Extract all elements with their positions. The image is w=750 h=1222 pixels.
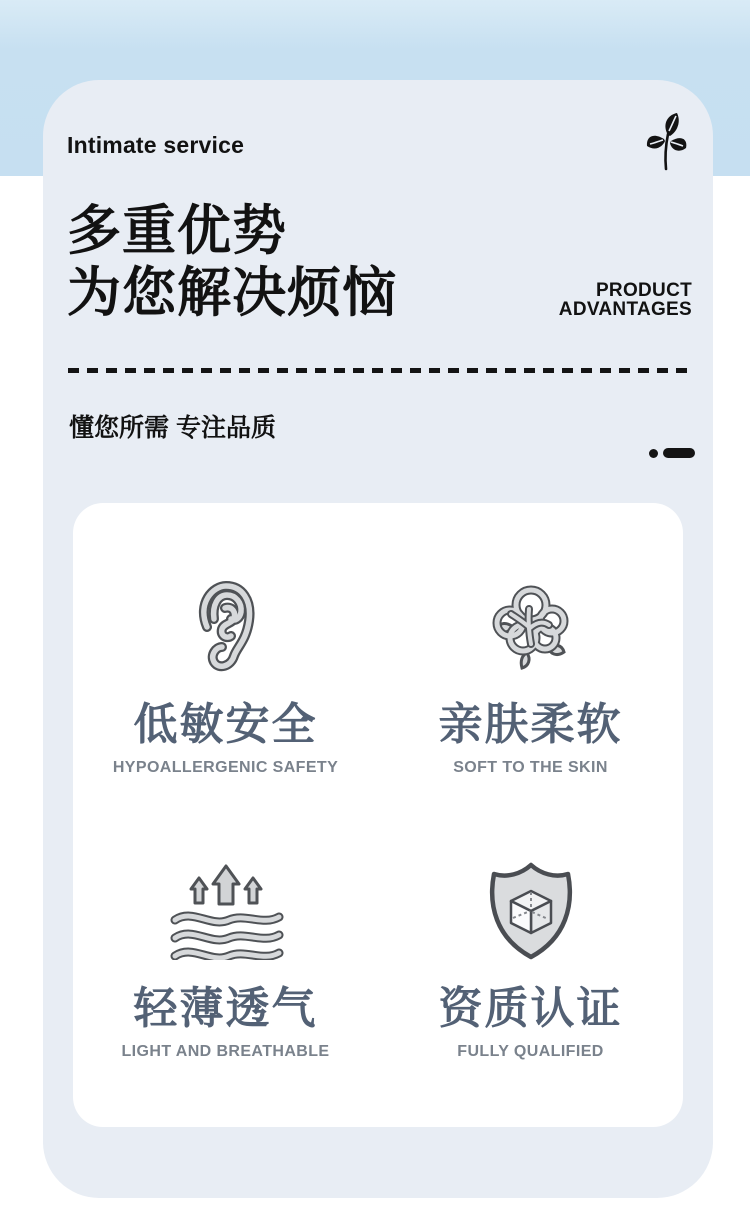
hero-title-line2: 为您解决烦恼 xyxy=(67,263,397,323)
dashed-divider xyxy=(68,368,688,373)
main-card xyxy=(43,80,713,1198)
leaf-sprig-icon xyxy=(645,112,687,172)
feature-subtitle: FULLY QUALIFIED xyxy=(457,1043,604,1060)
feature-subtitle: LIGHT AND BREATHABLE xyxy=(121,1043,330,1060)
ear-icon xyxy=(191,579,261,675)
tagline: 懂您所需 专注品质 xyxy=(69,414,276,442)
dot-dash-ornament xyxy=(649,448,695,458)
dash-ornament xyxy=(663,448,695,458)
hero-title-line1: 多重优势 xyxy=(67,201,287,261)
hero-subtitle-line1: PRODUCT xyxy=(595,280,692,301)
features-card xyxy=(73,503,683,1127)
feature-breathable xyxy=(73,815,378,1127)
feature-subtitle: HYPOALLERGENIC SAFETY xyxy=(112,759,339,776)
feature-hypoallergenic xyxy=(73,503,378,815)
feature-qualified xyxy=(378,815,683,1127)
feature-soft-skin xyxy=(378,503,683,815)
feature-title: 亲肤柔软 xyxy=(438,700,623,749)
service-label: Intimate service xyxy=(67,132,245,158)
hero-title xyxy=(67,200,397,324)
feature-title: 低敏安全 xyxy=(133,700,318,749)
breathable-icon xyxy=(167,863,285,959)
hero-subtitle-line2: ADVANTAGES xyxy=(558,299,692,320)
feature-title: 轻薄透气 xyxy=(133,984,318,1033)
shield-icon xyxy=(484,863,578,959)
features-grid xyxy=(73,503,683,1127)
dot-ornament xyxy=(649,449,658,458)
feature-title: 资质认证 xyxy=(438,984,623,1033)
feature-subtitle: SOFT TO THE SKIN xyxy=(453,759,608,776)
cotton-icon xyxy=(486,579,576,675)
hero-subtitle-en xyxy=(559,281,692,319)
